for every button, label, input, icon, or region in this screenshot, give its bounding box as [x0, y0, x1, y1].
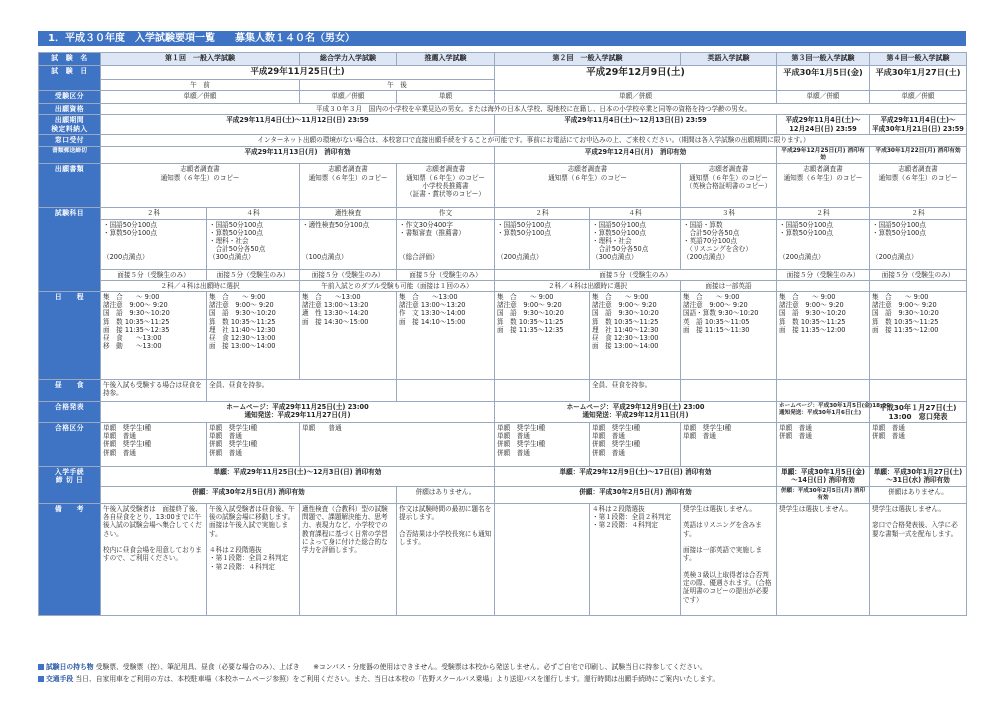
row-eligibility	[39, 103, 967, 114]
subjects-g: ・国語・算数 合計50分各50点 ・英語70分100点 （リスニングを含む） （200点満点）	[681, 219, 777, 269]
selection-note-2: 午前入試とのダブル受験も可能（面接は１回のみ）	[300, 280, 495, 291]
results-r3: ホームページ：平成30年1月5日(金)18:00 通知発送：平成30年1月6日(土)	[777, 402, 870, 423]
lunch-empty-g	[681, 380, 777, 402]
subjects-c: ・適性検査50分100点 （100点満点）	[300, 219, 397, 269]
subj-h-d: 作文	[397, 208, 495, 219]
pass-c2: 単願 奨学生Ⅰ種 単願 普通 併願 奨学生Ⅰ種 併願 普通	[207, 423, 300, 467]
selection-note-1: ２科／４科は出願時に選択	[101, 280, 300, 291]
subjects-d: ・作文30分400字 ・書類審査（推薦書） （総合評価）	[397, 219, 495, 269]
header-exam2: 第２回 一般入学試験	[495, 53, 681, 66]
row-results	[39, 402, 967, 423]
subj-h-i: ２科	[870, 208, 967, 219]
subj-h-a: ２科	[101, 208, 207, 219]
schedule-d: 集 合 ～13:00 諸注意 13:00～13:20 作 文 13:30～14:00 面 接 14:10～15:00	[397, 292, 495, 380]
procedure-r3b: 併願：平成30年2月5日(月) 消印有効	[777, 487, 870, 504]
procedure-r1b: 併願：平成30年2月5日(月) 消印有効	[101, 487, 397, 504]
category-c6: 単願／併願	[777, 90, 870, 103]
interview-3: 面接５分（受験生のみ）	[300, 269, 397, 280]
label-category: 受験区分	[39, 90, 101, 103]
header-exam4: 第４回一般入学試験	[870, 53, 967, 66]
procedure-r4a: 単願：平成30年1月27日(土) ～31日(水) 消印有効	[870, 467, 967, 487]
subjects-e: ・国語50分100点 ・算数50分100点 （200点満点）	[495, 219, 590, 269]
square-bullet-icon	[38, 664, 44, 670]
date-r2: 平成29年12月9日(土)	[495, 66, 777, 91]
pass-c4: 単願 奨学生Ⅰ種 単願 普通 併願 奨学生Ⅰ種 併願 普通	[495, 423, 590, 467]
schedule-a: 集 合 ～ 9:00 諸注意 9:00～ 9:20 国 語 9:30～10:20 算 数 10:35～11:25 面 接 11:35～12:35 昼 食 ～13:00 移 動 ～13:00	[101, 292, 207, 380]
docs-deadline-r4: 平成30年1月22日(月) 消印有効	[870, 146, 967, 163]
subjects-f: ・国語50分100点 ・算数50分100点 ・理科・社会 合計50分各50点 （300点満点）	[590, 219, 681, 269]
documents-c3: 志願者調査書 通知票（６年生）のコピー 小学校長推薦書 （証書・賞状等のコピー）	[397, 164, 495, 208]
schedule-g: 集 合 ～ 9:00 諸注意 9:00～ 9:20 国語・算数 9:30～10:20 英 語 10:35～11:05 面 接 11:15～11:30	[681, 292, 777, 380]
lunch-empty-d	[397, 380, 495, 402]
label-procedure: 入学手続 締 切 日	[39, 467, 101, 504]
label-documents: 出願書類	[39, 164, 101, 208]
notes-d: 作文は試験時間の最初に題名を提示します。 合否結果は小学校長宛にも通知します。	[397, 503, 495, 615]
procedure-r1a: 単願：平成29年11月25日(土)～12月3日(日) 消印有効	[101, 467, 495, 487]
subj-h-f: ４科	[590, 208, 681, 219]
subjects-h: ・国語50分100点 ・算数50分100点 （200点満点）	[777, 219, 870, 269]
docs-deadline-r3: 平成29年12月25日(月) 消印有効	[777, 146, 870, 163]
subj-h-b: ４科	[207, 208, 300, 219]
eligibility-text: 平成３０年３月 国内の小学校を卒業見込の男女。または海外の日本人学校、現地校に在籍し、日本の小学校卒業と同等の資格を持つ学齢の男女。	[101, 103, 967, 114]
interview-5: 面接５分（受験生のみ）	[495, 269, 777, 280]
label-lunch: 昼 食	[39, 380, 101, 402]
documents-c7: 志願者調査書 通知票（６年生）のコピー	[870, 164, 967, 208]
lunch-empty-h	[777, 380, 870, 402]
notes-b: 午後入試受験者は昼食後、午後の試験会場に移動します。面接は午後入試で実施します。 ４科は２段階選抜 ・第１段階：全員２科判定 ・第２段階：４科判定	[207, 503, 300, 615]
interview-7: 面接５分（受験生のみ）	[870, 269, 967, 280]
date-r3: 平成30年1月5日(金)	[777, 66, 870, 91]
pass-c6: 単願 普通 併願 普通	[777, 423, 870, 467]
notes-h: 奨学生は選抜しません。	[777, 503, 870, 615]
subjects-b: ・国語50分100点 ・算数50分100点 ・理科・社会 合計50分各50点 （300点満点）	[207, 219, 300, 269]
procedure-r1c: 併願はありません。	[397, 487, 495, 504]
lunch-empty-e	[495, 380, 590, 402]
row-window	[39, 135, 967, 146]
pass-c4b: 単願 奨学生Ⅰ種 単願 普通 併願 奨学生Ⅰ種 併願 普通	[590, 423, 681, 467]
pass-c7: 単願 普通 併願 普通	[870, 423, 967, 467]
lunch-f: 全員、昼食を持参。	[590, 380, 681, 402]
notes-empty-e	[495, 503, 590, 615]
procedure-r3a: 単願：平成30年1月5日(金) ～14日(日) 消印有効	[777, 467, 870, 487]
subj-h-c: 適性検査	[300, 208, 397, 219]
pass-c3: 単願 普通	[300, 423, 495, 467]
header-row	[39, 53, 967, 66]
footer-items-text: 受験票、受験票（控）、筆記用具、昼食（必要な場合のみ）、上ばき ※コンパス・分度器の使用はできません。受験票は本校から発送しません。必ずご自宅で印刷し、試験当日に持参してください。	[95, 663, 707, 671]
row-lunch	[39, 380, 967, 402]
footer-transport-text: 当日、自家用車をご利用の方は、本校駐車場（本校ホームページ参照）をご利用ください。また、当日は本校の「佐野スクールバス乗場」より送迎バスを運行します。運行時間は出願手続時にご案内いたします。	[75, 675, 720, 683]
schedule-e: 集 合 ～ 9:00 諸注意 9:00～ 9:20 国 語 9:30～10:20 算 数 10:35～11:25 面 接 11:35～12:35	[495, 292, 590, 380]
header-general-ability: 総合学力入学試験	[300, 53, 397, 66]
pass-c5: 単願 奨学生Ⅰ種 単願 普通	[681, 423, 777, 467]
header-exam1: 第１回 一般入学試験	[101, 53, 300, 66]
schedule-c: 集 合 ～13:00 諸注意 13:00～13:20 適 性 13:30～14:20 面 接 14:30～15:00	[300, 292, 397, 380]
row-exam-date	[39, 66, 967, 80]
lunch-b: 全員、昼食を持参。	[207, 380, 397, 402]
documents-c2: 志願者調査書 通知票（６年生）のコピー	[300, 164, 397, 208]
pass-c1: 単願 奨学生Ⅰ種 単願 普通 併願 奨学生Ⅰ種 併願 普通	[101, 423, 207, 467]
label-subjects: 試験科目	[39, 208, 101, 292]
footer-items	[38, 663, 707, 672]
notes-a: 午後入試受験者は 面接終了後、各自昼食をとり、13:00までに午後入試の試験会場へ集合してください。 校内に昼食会場を用意しておりますので、ご利用ください。	[101, 503, 207, 615]
row-category	[39, 90, 967, 103]
procedure-r4b: 併願はありません。	[870, 487, 967, 504]
selection-note-3: ２科／４科は出願時に選択	[495, 280, 681, 291]
footer-items-label: 試験日の持ち物	[46, 663, 94, 671]
notes-i: 奨学生は選抜しません。 窓口で合格発表後、入学に必要な書類一式を配布します。	[870, 503, 967, 615]
lunch-a: 午後入試も受験する場合は昼食を持参。	[101, 380, 207, 402]
row-documents	[39, 164, 967, 208]
period-r2: 平成29年11月4日(土)～12月13日(日) 23:59	[495, 115, 777, 135]
footer-transport	[38, 675, 719, 684]
notes-c: 適性検査（合教科）型の試験問題で、課題解決能力、思考力、表現力など、小学校での教育課程に基づく日常の学習によって身に付けた総合的な学力を評価します。	[300, 503, 397, 615]
subj-h-e: ２科	[495, 208, 590, 219]
schedule-b: 集 合 ～ 9:00 諸注意 9:00～ 9:20 国 語 9:30～10:20 算 数 10:35～11:25 理 社 11:40～12:30 昼 食 12:30～13:00 面 接 13:00～14:00	[207, 292, 300, 380]
selection-empty-3	[777, 280, 870, 291]
header-english: 英語入学試験	[681, 53, 777, 66]
label-window: 窓口受付	[39, 135, 101, 146]
category-c1: 単願／併願	[101, 90, 300, 103]
label-exam-date: 試 験 日	[39, 66, 101, 91]
category-c3: 単願	[397, 90, 495, 103]
category-c7: 単願／併願	[870, 90, 967, 103]
interview-4: 面接５分（受験生のみ）	[397, 269, 495, 280]
page-title: 1．平成３０年度 入学試験要項一覧 募集人数１４０名（男女）	[38, 31, 966, 46]
label-eligibility: 出願資格	[39, 103, 101, 114]
schedule-f: 集 合 ～ 9:00 諸注意 9:00～ 9:20 国 語 9:30～10:20 算 数 10:35～11:25 理 社 11:40～12:30 昼 食 12:30～13:00 面 接 13:00～14:00	[590, 292, 681, 380]
label-docs-deadline: 書類郵送締切	[39, 146, 101, 163]
row-interview	[39, 269, 967, 280]
documents-c1: 志願者調査書 通知票（６年生）のコピー	[101, 164, 300, 208]
label-pass: 合格区分	[39, 423, 101, 467]
label-period: 出願期間 検定料納入	[39, 115, 101, 135]
notes-f: ４科は２段階選抜 ・第１段階：全員２科判定 ・第２段階：４科判定	[590, 503, 681, 615]
square-bullet-icon	[38, 676, 44, 682]
row-pass	[39, 423, 967, 467]
selection-empty-4	[870, 280, 967, 291]
header-recommendation: 推薦入学試験	[397, 53, 495, 66]
results-r2: ホームページ：平成29年12月9日(土) 23:00 通知発送：平成29年12月11日(月)	[495, 402, 777, 423]
documents-c4: 志願者調査書 通知票（６年生）のコピー	[495, 164, 681, 208]
label-schedule: 日 程	[39, 292, 101, 380]
label-results: 合格発表	[39, 402, 101, 423]
category-c2: 単願／併願	[300, 90, 397, 103]
results-r1: ホームページ：平成29年11月25日(土) 23:00 通知発送：平成29年11月27日(月)	[101, 402, 495, 423]
schedule-i: 集 合 ～ 9:00 諸注意 9:00～ 9:20 国 語 9:30～10:20 算 数 10:35～11:25 面 接 11:35～12:00	[870, 292, 967, 380]
period-r1: 平成29年11月4日(土)～11月12日(日) 23:59	[101, 115, 495, 135]
row-docs-deadline	[39, 146, 967, 163]
date-am: 午 前	[101, 79, 300, 90]
subjects-i: ・国語50分100点 ・算数50分100点 （200点満点）	[870, 219, 967, 269]
date-r1: 平成29年11月25日(土)	[101, 66, 495, 80]
results-r4: 平成30年１月27日(土) 13:00 窓口発表	[870, 402, 967, 423]
window-text: インターネット出願の環境がない場合は、本校窓口で直接出願手続をすることが可能です。事前にお電話にてお申込みの上、ご来校ください。（期間は各入学試験の出願期間に限ります。）	[101, 135, 967, 146]
row-selection	[39, 280, 967, 291]
date-r4: 平成30年1月27日(土)	[870, 66, 967, 91]
category-c45: 単願／併願	[495, 90, 777, 103]
row-procedure	[39, 467, 967, 487]
lunch-empty-i	[870, 380, 967, 402]
label-exam-name: 試 験 名	[39, 53, 101, 66]
header-exam3: 第３回一般入学試験	[777, 53, 870, 66]
documents-c5: 志願者調査書 通知票（６年生）のコピー （英検合格証明書のコピー）	[681, 164, 777, 208]
row-schedule	[39, 292, 967, 380]
footer-transport-label: 交通手段	[46, 675, 74, 683]
interview-2: 面接５分（受験生のみ）	[207, 269, 300, 280]
notes-g: 奨学生は選抜しません。 英語はリスニングを含みます。 面接は一部英語で実施します。 英検３級以上取得者は合否判定の際、優遇されます。（合格証明書のコピーの提出が必要です）	[681, 503, 777, 615]
period-r3: 平成29年11月4日(土)～ 12月24日(日) 23:59	[777, 115, 870, 135]
row-subject-headers	[39, 208, 967, 219]
procedure-r2a: 単願：平成29年12月9日(土)～17日(日) 消印有効	[495, 467, 777, 487]
docs-deadline-r1: 平成29年11月13日(月) 消印有効	[101, 146, 495, 163]
row-procedure-2	[39, 487, 967, 504]
date-pm: 午 後	[300, 79, 495, 90]
schedule-h: 集 合 ～ 9:00 諸注意 9:00～ 9:20 国 語 9:30～10:20 算 数 10:35～11:25 面 接 11:35～12:00	[777, 292, 870, 380]
subj-h-g: ３科	[681, 208, 777, 219]
label-notes: 備 考	[39, 503, 101, 615]
subjects-a: ・国語50分100点 ・算数50分100点 （200点満点）	[101, 219, 207, 269]
procedure-r2b: 併願：平成30年2月5日(月) 消印有効	[495, 487, 777, 504]
row-period	[39, 115, 967, 135]
interview-1: 面接５分（受験生のみ）	[101, 269, 207, 280]
row-subjects	[39, 219, 967, 269]
interview-6: 面接５分（受験生のみ）	[777, 269, 870, 280]
row-notes	[39, 503, 967, 615]
documents-c6: 志願者調査書 通知票（６年生）のコピー	[777, 164, 870, 208]
docs-deadline-r2: 平成29年12月4日(月) 消印有効	[495, 146, 777, 163]
period-r4: 平成29年11月4日(土)～ 平成30年1月21日(日) 23:59	[870, 115, 967, 135]
exam-table	[38, 52, 967, 616]
subj-h-h: ２科	[777, 208, 870, 219]
selection-note-4: 面接は一部英語	[681, 280, 777, 291]
